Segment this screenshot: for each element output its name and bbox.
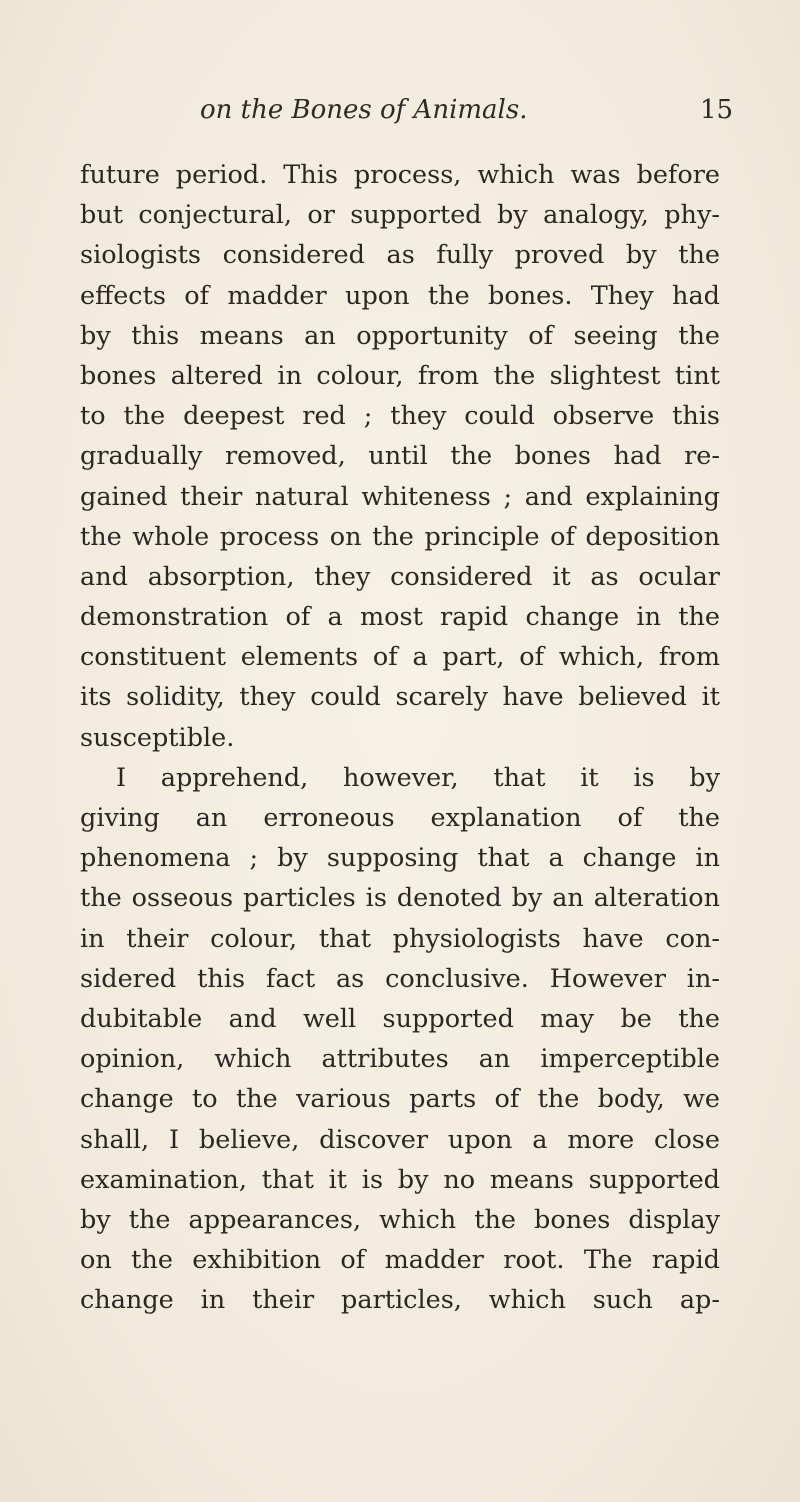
- text-line: examination, that it is by no means supported: [80, 1164, 720, 1195]
- text-line: change to the various parts of the body, we: [80, 1084, 720, 1115]
- text-line: dubitable and well supported may be the: [80, 1003, 720, 1034]
- text-line: in their colour, that physiologists have con-: [80, 923, 720, 954]
- text-line: change in their particles, which such ap-: [80, 1285, 720, 1316]
- text-line: phenomena ; by supposing that a change in: [80, 843, 720, 874]
- text-line: the osseous particles is denoted by an alteration: [80, 883, 720, 914]
- text-line: shall, I believe, discover upon a more close: [80, 1124, 720, 1155]
- running-title: on the Bones of Animals.: [200, 95, 528, 125]
- text-line: future period. This process, which was before: [80, 160, 720, 190]
- text-line: giving an erroneous explanation of the: [80, 803, 720, 833]
- text-line: by the appearances, which the bones display: [80, 1204, 720, 1235]
- paragraph-end-line: susceptible.: [80, 722, 235, 753]
- body-text: [80, 155, 720, 1320]
- text-line: siologists considered as fully proved by the: [80, 240, 720, 271]
- text-line: to the deepest red ; they could observe this: [80, 401, 720, 432]
- text-line: sidered this fact as conclusive. However in-: [80, 963, 720, 994]
- text-line: the whole process on the principle of deposition: [80, 521, 720, 552]
- text-line: gained their natural whiteness ; and explaining: [80, 481, 720, 512]
- paragraph-start-line: I apprehend, however, that it is by: [116, 762, 720, 793]
- page-number: 15: [700, 95, 734, 125]
- text-line: constituent elements of a part, of which, from: [80, 642, 720, 673]
- text-line: and absorption, they considered it as ocular: [80, 561, 720, 592]
- text-line: gradually removed, until the bones had re-: [80, 441, 720, 472]
- text-line: on the exhibition of madder root. The rapid: [80, 1245, 720, 1276]
- text-line: bones altered in colour, from the slightest tint: [80, 360, 720, 391]
- text-line: but conjectural, or supported by analogy, phy-: [80, 200, 720, 231]
- text-line: by this means an opportunity of seeing the: [80, 320, 720, 351]
- text-line: its solidity, they could scarely have believed it: [80, 682, 720, 713]
- text-line: opinion, which attributes an imperceptible: [80, 1044, 720, 1075]
- text-line: demonstration of a most rapid change in the: [80, 602, 720, 633]
- page-header: [0, 95, 800, 135]
- text-line: effects of madder upon the bones. They had: [80, 280, 720, 311]
